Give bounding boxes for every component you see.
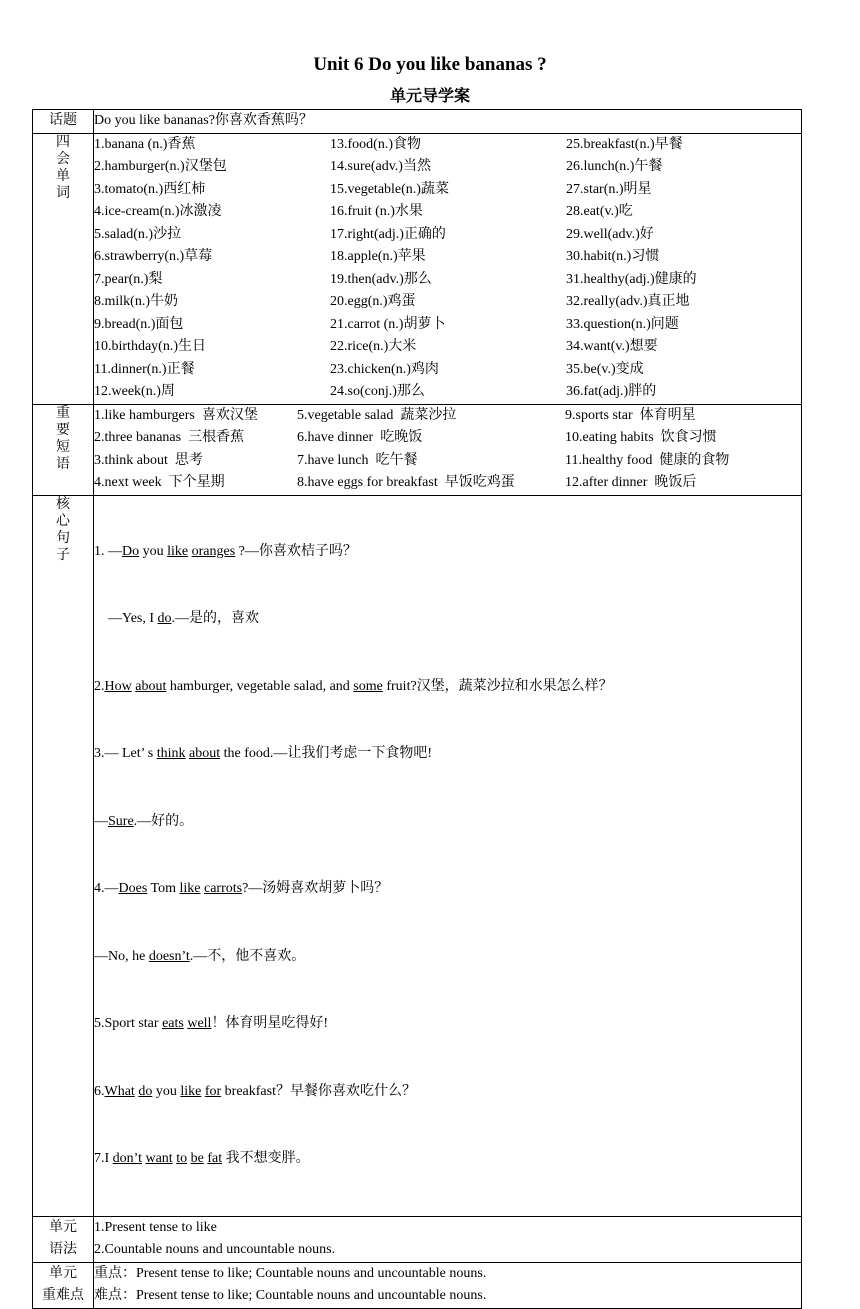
vocab-item: 15.vegetable(n.)蔬菜 [330, 181, 449, 197]
sentences-row [33, 495, 802, 1216]
blank-word: don’t [112, 1151, 142, 1166]
phrase-item: 12.after dinner 晚饭后 [565, 475, 697, 490]
topic-label-cell [33, 110, 94, 134]
vocab-item: 9.bread(n.)面包 [94, 316, 184, 332]
sentence-text: 5.Sport star [94, 1016, 163, 1031]
topic-text: Do you like bananas?你喜欢香蕉吗？ [94, 113, 313, 128]
vocabulary-label-cell [33, 133, 94, 404]
blank-word: be [190, 1151, 204, 1166]
vocab-item: 25.breakfast(n.)早餐 [566, 136, 683, 152]
topic-label: 话题 [49, 113, 77, 128]
phrases-row [33, 404, 802, 495]
page-subtitle: 单元导学案 [389, 88, 470, 105]
topic-row [33, 110, 802, 134]
vocab-item: 22.rice(n.)大米 [330, 339, 417, 354]
blank-word: like [167, 543, 189, 559]
sentence-6 [94, 1081, 801, 1104]
sentence-text: breakfast？早餐你喜欢吃什么？ [221, 1083, 416, 1099]
vocab-item: 18.apple(n.)苹果 [330, 249, 426, 264]
sentence-3 [94, 743, 801, 766]
blank-word: do [157, 611, 172, 626]
sentence-text: 我不想变胖。 [222, 1151, 310, 1166]
vocab-item: 17.right(adj.)正确的 [330, 226, 446, 242]
sentence-text: .—不，他不喜欢。 [189, 948, 306, 964]
grammar-row [33, 1216, 802, 1262]
sentence-text: 6. [94, 1083, 105, 1099]
phrase-item: 9.sports star 体育明星 [565, 407, 696, 423]
blank-word: Sure [108, 813, 134, 829]
sentence-text: 2. [94, 678, 105, 694]
grammar-label-line: 单元 [49, 1219, 77, 1235]
blank-word: to [176, 1151, 188, 1166]
vocabulary-cell [94, 133, 802, 404]
vocab-item: 26.lunch(n.)午餐 [566, 159, 663, 174]
sentences-label-cell [33, 495, 94, 1216]
sentence-5 [94, 1013, 801, 1036]
sentence-text: Tom [147, 881, 180, 896]
vocab-item: 13.food(n.)食物 [330, 136, 421, 152]
blank-word: What [104, 1083, 135, 1099]
sentence-text: ！体育明星吃得好! [211, 1016, 329, 1031]
vocab-item: 16.fruit (n.)水果 [330, 204, 423, 219]
sentence-text: —Yes, I [108, 611, 158, 626]
vocab-item: 34.want(v.)想要 [566, 339, 658, 354]
sentence-1 [94, 541, 801, 564]
blank-word: about [189, 746, 221, 761]
phrase-item: 10.eating habits 饮食习惯 [565, 430, 717, 445]
phrases-label-cell [33, 404, 94, 495]
blank-word: eats [162, 1016, 184, 1031]
vocab-item: 29.well(adv.)好 [566, 226, 654, 242]
vocab-item: 10.birthday(n.)生日 [94, 339, 206, 354]
difficult-point: 难点：Present tense to like; Countable nouns and uncountable nouns. [94, 1288, 487, 1303]
page-title: Unit 6 Do you like bananas ? [313, 54, 547, 75]
sentence-text: 7.I [94, 1151, 113, 1166]
sentence-text: hamburger, vegetable salad, and [166, 678, 354, 694]
focus-row [33, 1262, 802, 1308]
blank-word: oranges [191, 543, 236, 559]
vocab-item: 3.tomato(n.)西红柿 [94, 181, 206, 197]
vocab-item: 4.ice-cream(n.)冰激凌 [94, 204, 222, 219]
vocab-item: 23.chicken(n.)鸡肉 [330, 361, 439, 377]
vocab-item: 24.so(conj.)那么 [330, 384, 425, 399]
phrases-label: 重要短语 [55, 405, 70, 472]
sentence-text: 1. — [94, 543, 122, 559]
vocab-item: 35.be(v.)变成 [566, 361, 644, 377]
sentence-text: ?—汤姆喜欢胡萝卜吗？ [242, 881, 389, 896]
blank-word: like [180, 1083, 202, 1099]
vocab-item: 11.dinner(n.)正餐 [94, 361, 195, 377]
sentence-text: —No, he [94, 948, 149, 964]
grammar-label-line: 语法 [49, 1242, 77, 1257]
sentence-2 [94, 676, 801, 699]
phrase-item: 3.think about 思考 [94, 452, 203, 468]
vocab-item: 33.question(n.)问题 [566, 316, 679, 332]
phrases-cell [94, 404, 802, 495]
blank-word: doesn’t [148, 948, 190, 964]
sentence-7 [94, 1148, 801, 1171]
sentence-text: — [94, 813, 108, 829]
grammar-cell [94, 1216, 802, 1262]
blank-word: about [135, 678, 167, 694]
sentence-text: 4.— [94, 881, 119, 896]
study-guide-table [32, 109, 802, 1309]
blank-word: think [156, 746, 186, 761]
grammar-item: 2.Countable nouns and uncountable nouns. [94, 1242, 336, 1257]
phrases-grid [94, 405, 801, 495]
vocab-item: 6.strawberry(n.)草莓 [94, 249, 213, 264]
grammar-label-cell [33, 1216, 94, 1262]
sentences-label: 核心句子 [55, 496, 70, 563]
focus-label-line: 重难点 [42, 1288, 84, 1303]
vocab-item: 8.milk(n.)牛奶 [94, 294, 178, 309]
grammar-item: 1.Present tense to like [94, 1219, 217, 1235]
sentence-3-reply [94, 811, 801, 834]
sentence-text: .—是的，喜欢 [171, 611, 260, 626]
phrase-item: 5.vegetable salad 蔬菜沙拉 [297, 407, 457, 423]
vocab-item: 1.banana (n.)香蕉 [94, 136, 196, 152]
vocab-item: 7.pear(n.)梨 [94, 271, 163, 287]
vocab-item: 31.healthy(adj.)健康的 [566, 271, 697, 287]
blank-word: Do [122, 543, 140, 559]
focus-label-cell [33, 1262, 94, 1308]
blank-word: well [187, 1016, 212, 1031]
sentence-text: fruit?汉堡，蔬菜沙拉和水果怎么样？ [382, 678, 613, 694]
vocabulary-row [33, 133, 802, 404]
blank-word: some [353, 678, 383, 694]
key-point: 重点：Present tense to like; Countable nouns and uncountable nouns. [94, 1265, 487, 1281]
sentence-1-reply [94, 608, 801, 631]
phrase-item: 8.have eggs for breakfast 早饭吃鸡蛋 [297, 475, 515, 490]
blank-word: like [179, 881, 201, 896]
vocab-item: 12.week(n.)周 [94, 384, 175, 399]
blank-word: want [145, 1151, 173, 1166]
vocab-item: 21.carrot (n.)胡萝卜 [330, 316, 446, 332]
sentence-text: you [139, 543, 168, 559]
sentence-text: ?—你喜欢桔子吗？ [235, 543, 357, 559]
blank-word: Does [118, 881, 148, 896]
vocabulary-grid [94, 134, 801, 404]
vocab-item: 20.egg(n.)鸡蛋 [330, 294, 416, 309]
phrase-item: 2.three bananas 三根香蕉 [94, 430, 245, 445]
phrase-item: 6.have dinner 吃晚饭 [297, 430, 423, 445]
vocab-item: 19.then(adv.)那么 [330, 271, 432, 287]
vocab-item: 28.eat(v.)吃 [566, 204, 633, 219]
sentence-4 [94, 878, 801, 901]
sentence-text: the food.—让我们考虑一下食物吧! [220, 746, 433, 761]
vocabulary-label: 四会单词 [55, 134, 70, 201]
vocab-item: 2.hamburger(n.)汉堡包 [94, 159, 227, 174]
sentence-text: .—好的。 [133, 813, 194, 829]
sentence-text: 3.— Let’ s [94, 746, 157, 761]
blank-word: for [204, 1083, 222, 1099]
vocab-item: 30.habit(n.)习惯 [566, 249, 660, 264]
sentence-text: you [152, 1083, 181, 1099]
phrase-item: 1.like hamburgers 喜欢汉堡 [94, 407, 258, 423]
blank-word: How [104, 678, 132, 694]
topic-cell [94, 110, 802, 134]
vocab-item: 32.really(adv.)真正地 [566, 294, 690, 309]
blank-word: carrots [204, 881, 243, 896]
vocab-item: 14.sure(adv.)当然 [330, 159, 431, 174]
vocab-item: 27.star(n.)明星 [566, 181, 652, 197]
phrase-item: 11.healthy food 健康的食物 [565, 452, 730, 468]
focus-cell [94, 1262, 802, 1308]
blank-word: fat [207, 1151, 223, 1166]
sentence-4-reply [94, 946, 801, 969]
phrase-item: 7.have lunch 吃午餐 [297, 452, 418, 468]
sentences-cell [94, 495, 802, 1216]
focus-label-line: 单元 [49, 1265, 77, 1281]
vocab-item: 36.fat(adj.)胖的 [566, 384, 657, 399]
vocab-item: 5.salad(n.)沙拉 [94, 226, 182, 242]
phrase-item: 4.next week 下个星期 [94, 475, 225, 490]
blank-word: do [138, 1083, 153, 1099]
